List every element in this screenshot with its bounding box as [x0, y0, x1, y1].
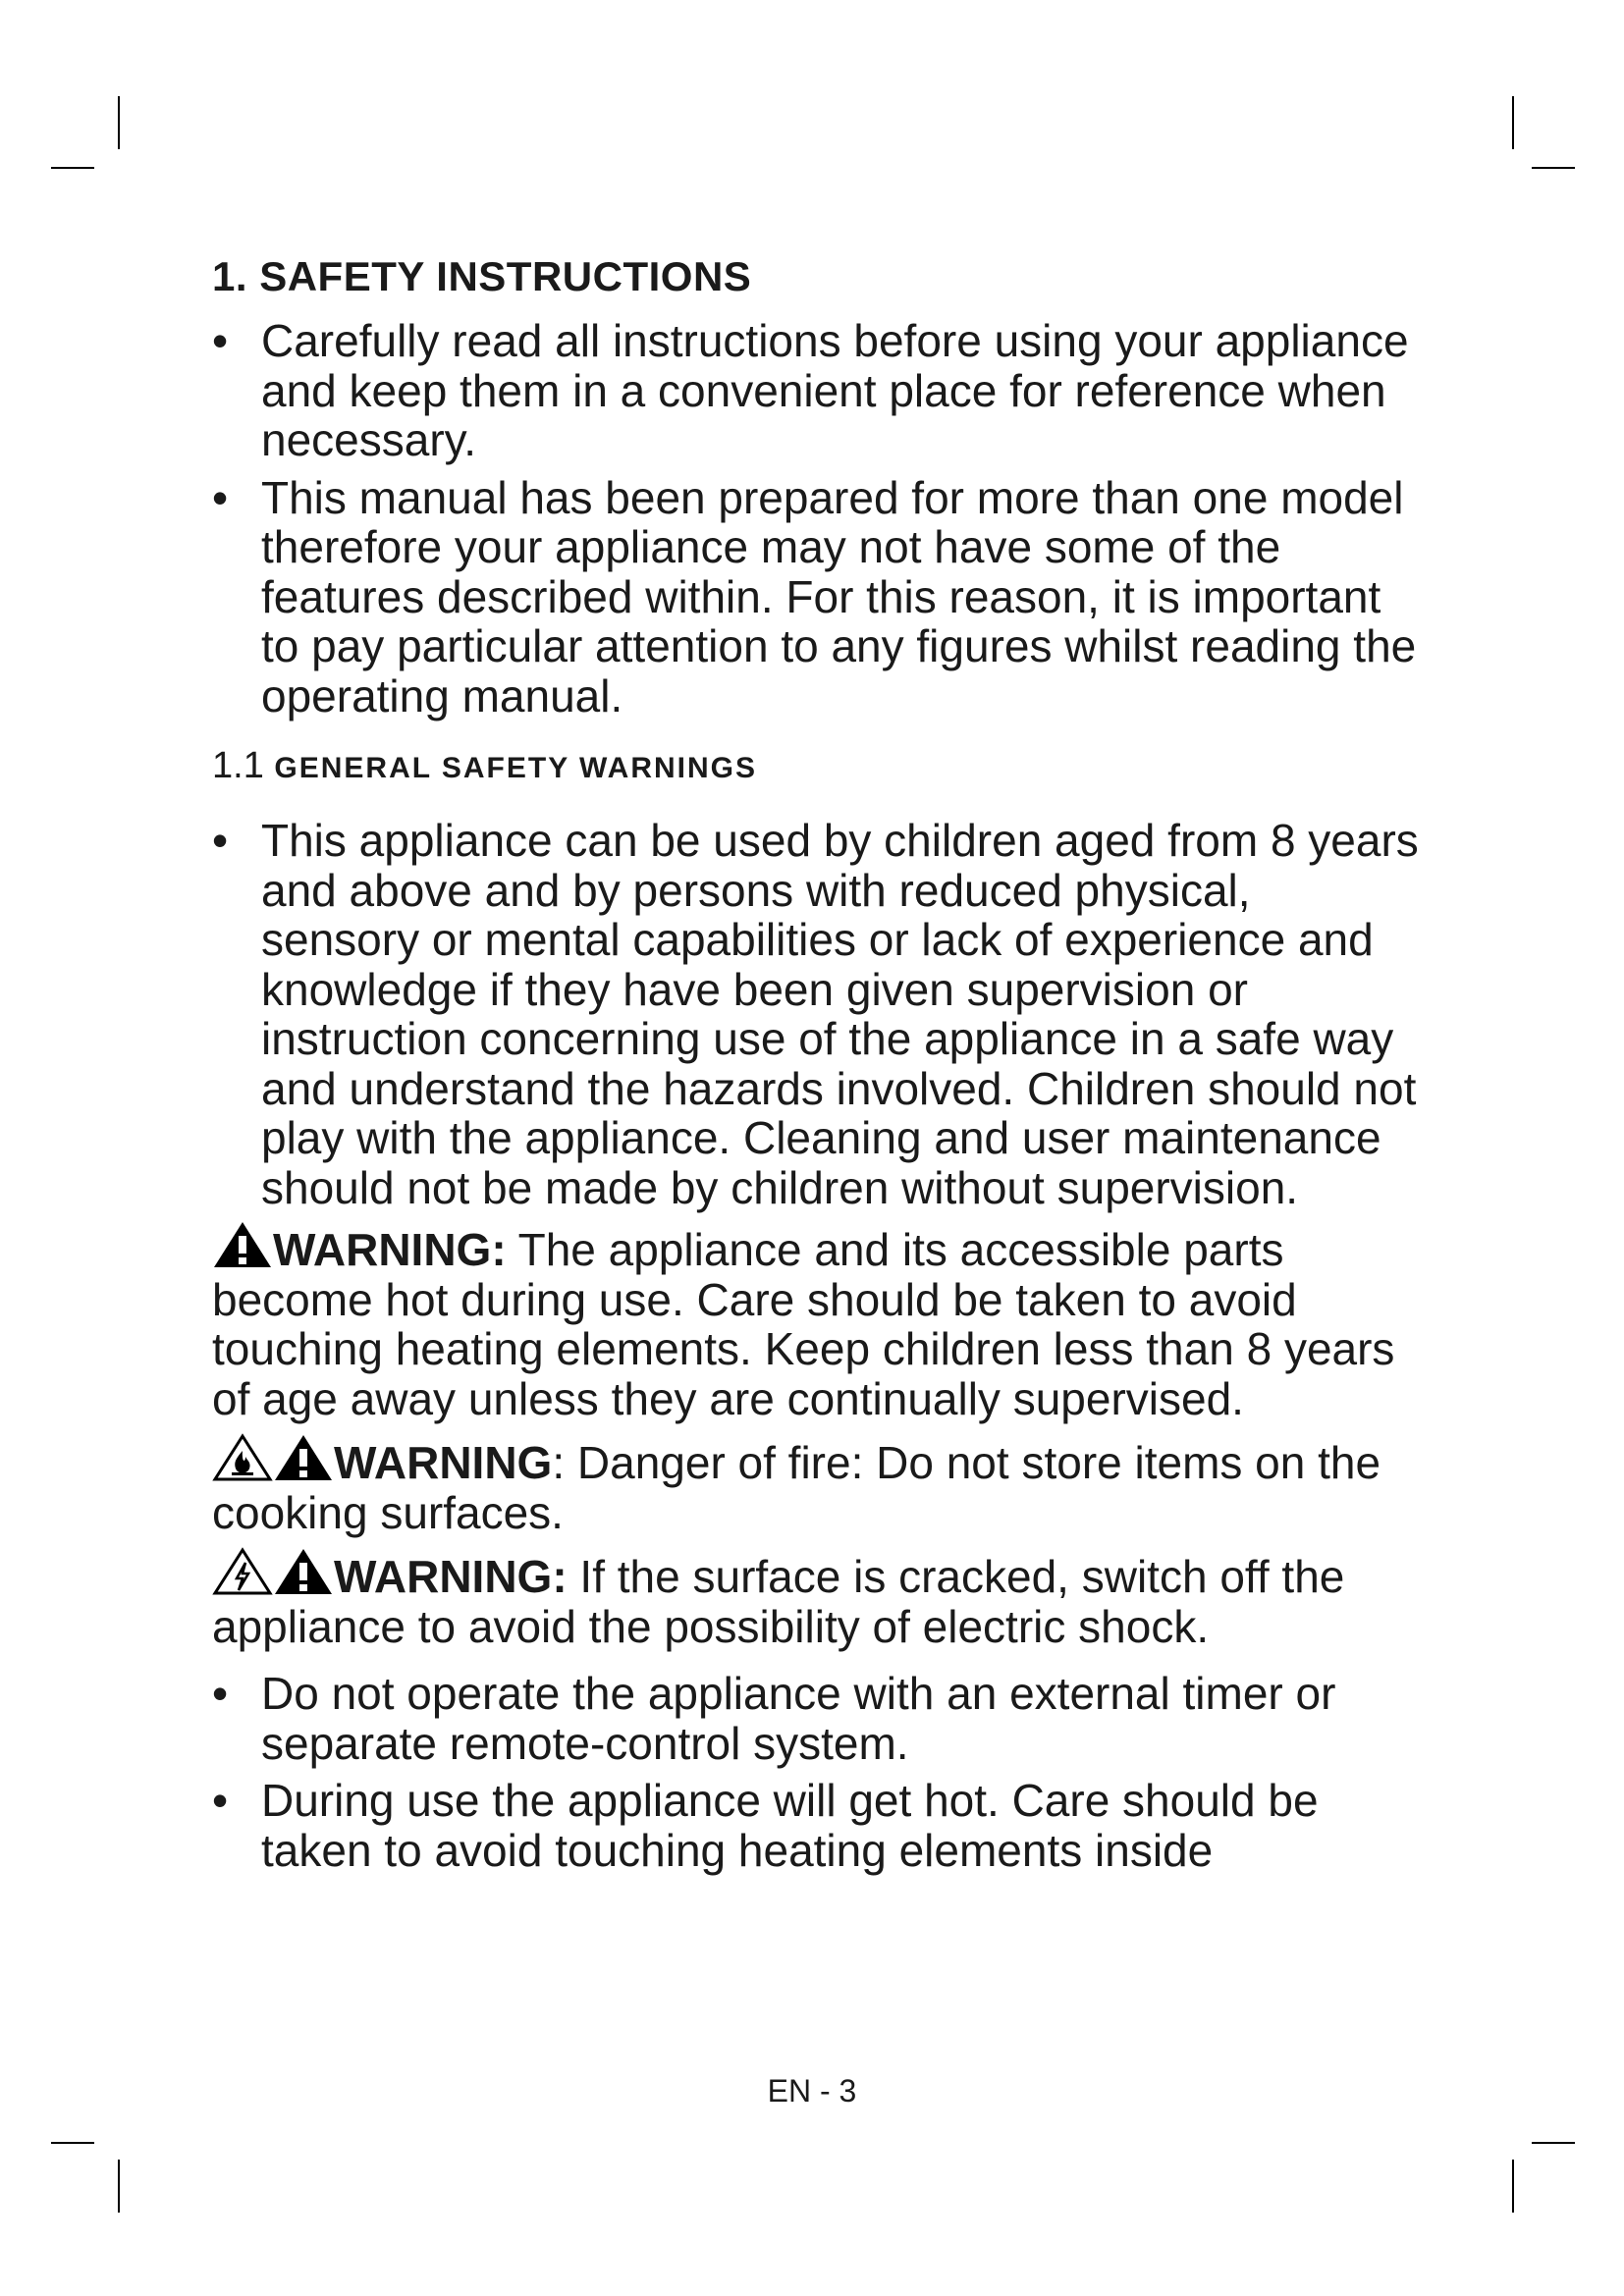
- list-item-text: Carefully read all instructions before using your appliance and keep them in a convenient place for reference when necessary.: [261, 315, 1409, 465]
- warning-text: If the surface is cracked, switch off the appliance to avoid the possibility of electric shock.: [212, 1551, 1345, 1652]
- bullet-glyph: •: [212, 471, 229, 523]
- subsection-title: GENERAL SAFETY WARNINGS: [274, 752, 757, 784]
- crop-mark: [51, 2142, 94, 2144]
- subsection-number: 1.1: [212, 745, 264, 786]
- warning-icon: [273, 1547, 334, 1596]
- list-item: [212, 473, 1420, 721]
- crop-mark: [51, 167, 94, 169]
- list-item-text: Do not operate the appliance with an external timer or separate remote-control system.: [261, 1668, 1336, 1769]
- bullet-glyph: •: [212, 1668, 229, 1719]
- page-number: EN - 3: [767, 2073, 857, 2109]
- page-content: [212, 247, 1420, 1883]
- list-item-text: During use the appliance will get hot. Care should be taken to avoid touching heating elements inside: [261, 1775, 1319, 1876]
- list-item: [212, 1669, 1420, 1768]
- warning-paragraph: [212, 1433, 1420, 1537]
- crop-mark: [1532, 2142, 1575, 2144]
- list-item: [212, 816, 1420, 1212]
- warning-icon: [273, 1433, 334, 1482]
- warning-text: The appliance and its accessible parts become hot during use. Care should be taken to avoid touching heating elements. Keep children less than 8 years of age away unless they are continually supervised.: [212, 1224, 1395, 1424]
- bullet-glyph: •: [212, 315, 229, 366]
- warning-paragraph: [212, 1547, 1420, 1651]
- fire-hazard-icon: [212, 1433, 273, 1482]
- electric-shock-icon: [212, 1547, 273, 1596]
- list-item: [212, 1776, 1420, 1875]
- section-heading: 1. SAFETY INSTRUCTIONS: [212, 253, 752, 299]
- warning-label: WARNING: [334, 1437, 553, 1488]
- warning-paragraph: [212, 1220, 1420, 1423]
- list-item-text: This manual has been prepared for more than one model therefore your appliance may not have some of the features described within. For this reason, it is important to pay particular attention to any figures whilst reading the operating manual.: [261, 471, 1417, 721]
- crop-mark: [1512, 96, 1514, 149]
- warning-text: : Danger of fire: Do not store items on the cooking surfaces.: [212, 1437, 1381, 1538]
- crop-mark: [118, 96, 120, 149]
- list-item-text: This appliance can be used by children aged from 8 years and above and by persons with reduced physical, sensory or mental capabilities or lack of experience and knowledge if they have been given supervision or instruction concerning use of the appliance in a safe way and understand the hazards involved. Children should not play with the appliance. Cleaning and user maintenance should not be made by children without supervision.: [261, 815, 1419, 1213]
- list-item: [212, 316, 1420, 465]
- crop-mark: [118, 2160, 120, 2213]
- bullet-glyph: •: [212, 1775, 229, 1826]
- bullet-glyph: •: [212, 815, 229, 866]
- crop-mark: [1512, 2160, 1514, 2213]
- warning-icon: [212, 1220, 273, 1269]
- subsection-heading: [212, 744, 1420, 790]
- warning-label: WARNING:: [334, 1551, 568, 1602]
- crop-mark: [1532, 167, 1575, 169]
- warning-label: WARNING:: [273, 1224, 507, 1275]
